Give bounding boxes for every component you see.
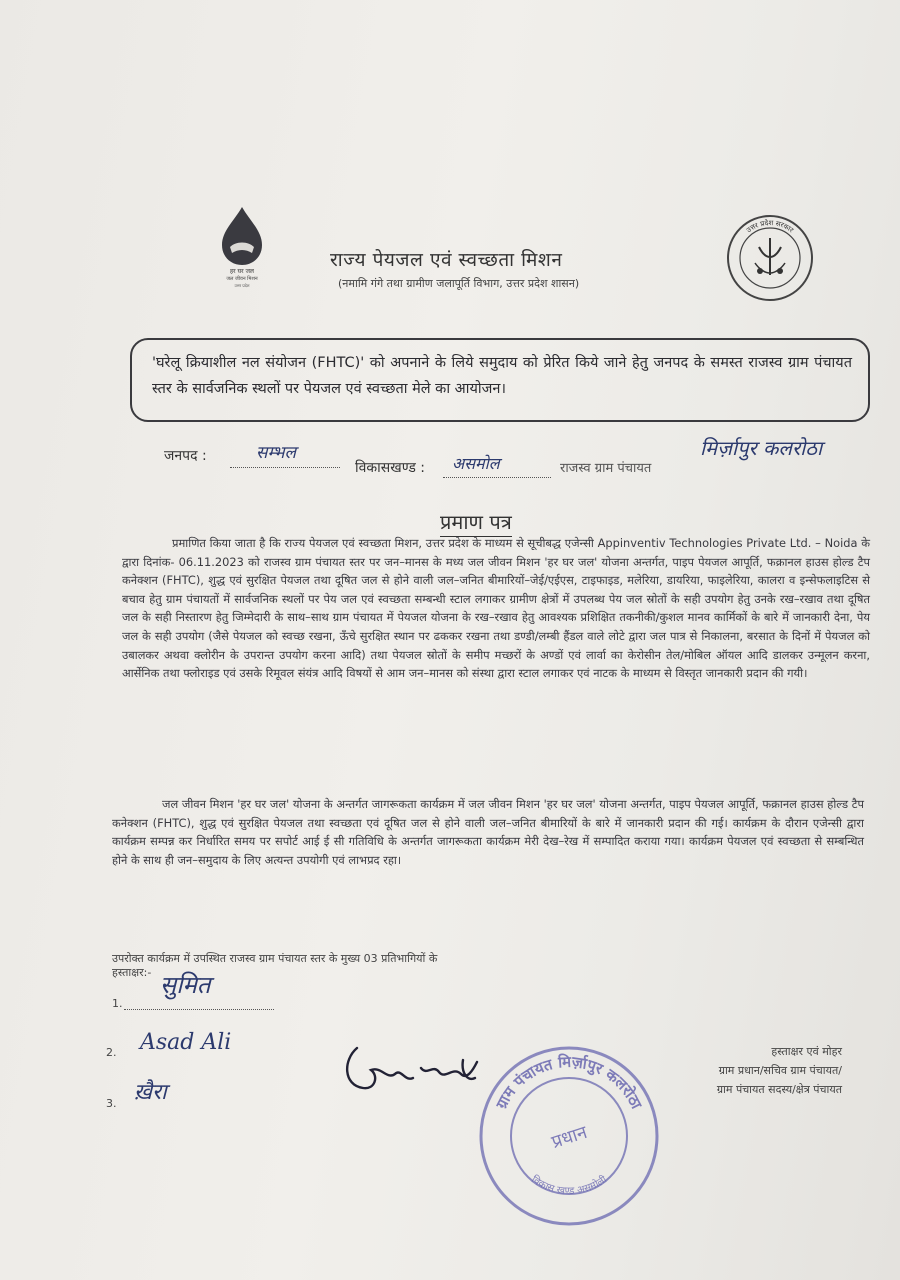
signature-number-1: 1.: [112, 997, 123, 1010]
stamp-bottom-text: विकास खण्ड असमोली: [529, 1174, 609, 1197]
district-value: सम्भल: [256, 443, 297, 463]
participant-signature-2: Asad Ali: [140, 1030, 232, 1055]
signatory-designation: [646, 1042, 842, 1099]
block-underline: [443, 476, 551, 478]
signatory-label-3: ग्राम पंचायत सदस्य/क्षेत्र पंचायत: [716, 1083, 842, 1096]
event-description: 'घरेलू क्रियाशील नल संयोजन (FHTC)' को अपनाने के लिये समुदाय को प्रेरित किये जाने हेतु जनपद के समस्त राजस्व ग्राम पंचायत स्तर के सार्वजनिक स्थलों पर पेयजल एवं स्वच्छता मेले का आयोजन।: [152, 355, 852, 397]
signatory-label-1: हस्ताक्षर एवं मोहर: [771, 1045, 842, 1058]
block-value: असमोल: [452, 454, 500, 473]
certificate-paragraph-2: जल जीवन मिशन 'हर घर जल' योजना के अन्तर्गत जागरूकता कार्यक्रम में जल जीवन मिशन 'हर घर जल' योजना अन्तर्गत, पाइप पेयजल आपूर्ति, फक्रानल हाउस होल्ड टैप कनेक्शन (FHTC), शुद्ध एवं सुरक्षित पेयजल तथा स्वच्छता एवं दूषित जल से होने वाली जल–जनित बीमारियों के बारे में जानकारी प्रदान की गई। कार्यक्रम के दौरान एजेन्सी द्वारा कार्यक्रम सम्पन्न कर निर्धारित समय पर सपोर्ट आई ई सी गतिविधि के अन्तर्गत जागरूकता कार्यक्रम मेरी देख–रेख में सम्पादित कराया गया। कार्यक्रम पेयजल एवं स्वच्छता से सम्बन्धित होने के साथ ही जन–समुदाय के लिए अत्यन्त उपयोगी एवं लाभप्रद रहा।: [112, 797, 864, 867]
head-signature: [335, 1030, 495, 1100]
organization-subtitle: (नमामि गंगे तथा ग्रामीण जलापूर्ति विभाग, उत्तर प्रदेश शासन): [338, 277, 580, 290]
emblem-text: उत्तर प्रदेश सरकार: [745, 218, 795, 235]
participant-signature-1: सुमित: [160, 971, 211, 999]
event-description-box: [130, 338, 870, 422]
block-label: विकासखण्ड :: [355, 460, 426, 476]
district-underline: [230, 466, 340, 468]
certificate-title: प्रमाण पत्र: [440, 508, 512, 537]
stamp-center-text: प्रधान: [549, 1121, 590, 1153]
signatory-label-2: ग्राम प्रधान/सचिव ग्राम पंचायत/: [718, 1064, 842, 1077]
jal-jeevan-mission-logo: [212, 205, 276, 289]
up-government-emblem: [725, 213, 815, 303]
participants-note: उपरोक्त कार्यक्रम में उपस्थित राजस्व ग्राम पंचायत स्तर के मुख्य 03 प्रतिभागियों के: [112, 952, 438, 965]
signature-number-2: 2.: [106, 1046, 117, 1059]
panchayat-value: मिर्ज़ापुर कलरोठा: [700, 436, 823, 460]
district-label: जनपद :: [164, 448, 207, 464]
certificate-paragraph-1: प्रमाणित किया जाता है कि राज्य पेयजल एवं स्वच्छता मिशन, उत्तर प्रदेश के माध्यम से सूचीबद्ध एजेन्सी Appinventiv Technologies Private Ltd. – Noida के द्वारा दिनांक- 06.11.2023 को राजस्व ग्राम पंचायत स्तर पर जन–मानस के मध्य जल जीवन मिशन 'हर घर जल' योजना अन्तर्गत, पाइप पेयजल आपूर्ति, फक्रानल हाउस होल्ड टैप कनेक्शन (FHTC), शुद्ध एवं सुरक्षित पेयजल तथा दूषित जल से होने वाली जल–जनित बीमारियों–जेई/एईएस, टाइफाइड, मलेरिया, डायरिया, फाइलेरिया, कालरा व इन्सेफलाइटिस से बचाव हेतु ग्राम पंचायतों में सार्वजनिक स्थलों पर पेय जल एवं स्वच्छता सम्बन्धी स्टाल लगाकर ग्रामीण क्षेत्रों में उपलब्ध पेय जल स्रोतों के सही उपयोग हेतु उनके रख–रखाव तथा दूषित जल के सही निस्तारण हेतु जिम्मेदारी के साथ–साथ ग्राम पंचायत में पेयजल योजना के रख–रखाव हेतु आवश्यक प्रशिक्षित तकनीकी/कुशल मानव कार्मिकों के बारे में जानकारी देना, पेय जल के सही उपयोग (जैसे पेयजल को स्वच्छ रखना, ऊँचे सुरक्षित स्थान पर ढककर रखना तथा डण्डी/लम्बी हैंडल वाले लोटे द्वारा जल पात्र से निकालना, बरसात के दिनों में पेयजल को उबालकर अथवा क्लोरीन के उपरान्त उपयोग करना आदि) तथा पेयजल स्रोतों के समीप मच्छरों के अण्डों एवं लार्वा का केरोसीन तेल/मोबिल ऑयल आदि डालकर उन्मूलन करना, आर्सेनिक तथा फ्लोराइड एवं उसके रिमूवल संयंत्र आदि विषयों से आम जन–मानस को संस्था द्वारा स्टाल लगाकर एवं नाटक के माध्यम से विस्तृत जानकारी प्रदान की गयी।: [122, 536, 870, 681]
organization-title: राज्य पेयजल एवं स्वच्छता मिशन: [330, 249, 563, 271]
stamp-ring-text: ग्राम पंचायत मिर्ज़ापुर कलरोठा: [492, 1052, 646, 1112]
svg-text:ग्राम पंचायत मिर्ज़ापुर कलरोठा: [492, 1053, 646, 1113]
signature-number-3: 3.: [106, 1097, 117, 1110]
svg-text:विकास खण्ड असमोली: [529, 1173, 609, 1197]
logo-line-2: जल जीवन मिशन: [226, 276, 258, 282]
participant-signature-3: ख़ैरा: [134, 1080, 167, 1105]
logo-line-3: उत्तर प्रदेश: [234, 283, 250, 288]
signature-label: हस्ताक्षर:-: [112, 966, 152, 979]
gram-panchayat-stamp: [476, 1043, 662, 1229]
logo-line-1: हर घर जल: [230, 268, 254, 275]
signature-line-1: [124, 1008, 274, 1010]
panchayat-label: राजस्व ग्राम पंचायत: [560, 461, 652, 476]
